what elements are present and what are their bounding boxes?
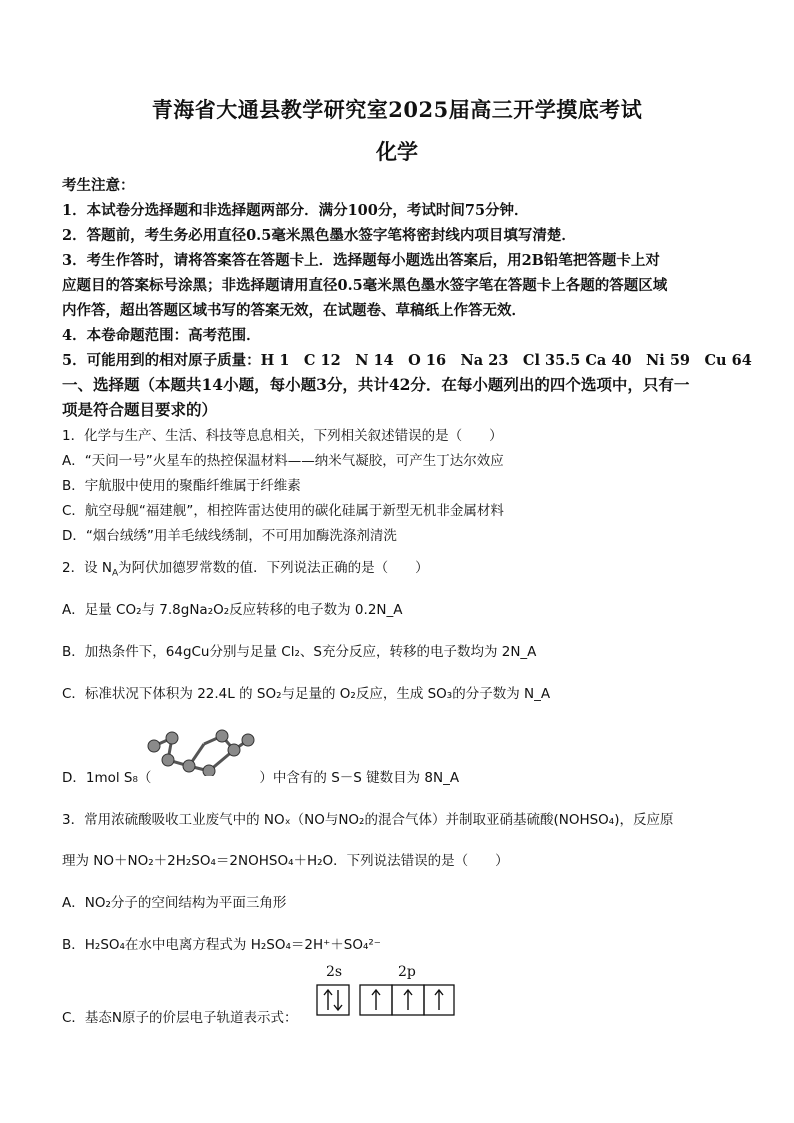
notice-item-5: 5．可能用到的相对原子质量：H 1 C 12 N 14 O 16 Na 23 Cl 35.5 Ca 40 Ni 59 Cu 64 <box>62 352 752 369</box>
q3-stem-2: 理为 NO＋NO₂＋2H₂SO₄＝2NOHSO₄＋H₂O．下列说法错误的是（ ） <box>62 853 509 869</box>
q2-option-d <box>62 766 459 786</box>
notice-item-4: 4．本卷命题范围：高考范围． <box>62 327 261 344</box>
subject-title: 化学 <box>376 139 418 164</box>
q2-stem-sub: A <box>111 568 119 579</box>
q2-option-b: B．加热条件下，64gCu分别与足量 Cl₂、S充分反应，转移的电子数均为 2N_A <box>62 644 537 660</box>
q1-option-c: C．航空母舰“福建舰”，相控阵雷达使用的碳化硅属于新型无机非金属材料 <box>62 503 504 519</box>
q1-option-b: B．宇航服中使用的聚酯纤维属于纤维素 <box>62 478 301 494</box>
q2-stem <box>62 556 429 579</box>
orbital-label-2p: 2p <box>398 964 416 980</box>
section-heading: 一、选择题（本题共14小题，每小题3分，共计42分．在每小题列出的四个选项中，只有一 <box>62 375 690 394</box>
q3-option-c: C．基态N原子的价层电子轨道表示式： <box>62 1010 298 1026</box>
notice-item-1: 1．本试卷分选择题和非选择题两部分．满分100分，考试时间75分钟． <box>62 202 529 219</box>
notice-item-2: 2．答题前，考生务必用直径0.5毫米黑色墨水签字笔将密封线内项目填写清楚． <box>62 227 576 244</box>
section-heading-cont: 项是符合题目要求的） <box>62 400 218 419</box>
notice-item-3-cont2: 内作答，超出答题区域书写的答案无效，在试题卷、草稿纸上作答无效． <box>62 302 526 319</box>
exam-title: 青海省大通县教学研究室2025届高三开学摸底考试 <box>151 97 643 122</box>
q2-option-a: A．足量 CO₂与 7.8gNa₂O₂反应转移的电子数为 0.2N_A <box>62 602 403 618</box>
q2-stem-a: 2．设 N <box>62 560 112 576</box>
orbital-label-2s: 2s <box>326 964 343 980</box>
notice-item-3-cont: 应题目的答案标号涂黑；非选择题请用直径0.5毫米黑色墨水签字笔在答题卡上各题的答题区域 <box>62 277 668 294</box>
q3-stem-1: 3．常用浓硫酸吸收工业废气中的 NOₓ（NO与NO₂的混合气体）并制取亚硝基硫酸(NOHSO₄)，反应原 <box>62 812 674 828</box>
q2-option-d-a: D．1mol S₈（ <box>62 770 152 786</box>
q1-option-a: A．“天问一号”火星车的热控保温材料——纳米气凝胶，可产生丁达尔效应 <box>62 453 504 469</box>
q2-option-c: C．标准状况下体积为 22.4L 的 SO₂与足量的 O₂反应，生成 SO₃的分子数为 N_A <box>62 686 551 702</box>
q1-stem: 1．化学与生产、生活、科技等息息相关，下列相关叙述错误的是（ ） <box>62 428 503 444</box>
q2-option-d-b: ）中含有的 S－S 键数目为 8N_A <box>259 770 460 786</box>
q3-option-a: A．NO₂分子的空间结构为平面三角形 <box>62 895 287 911</box>
orbital-diagram <box>316 984 456 1018</box>
notice-item-3: 3．考生作答时，请将答案答在答题卡上．选择题每小题选出答案后，用2B铅笔把答题卡上对 <box>62 252 660 269</box>
q2-stem-b: 为阿伏加德罗常数的值．下列说法正确的是（ ） <box>118 560 429 576</box>
q3-option-b: B．H₂SO₄在水中电离方程式为 H₂SO₄＝2H⁺＋SO₄²⁻ <box>62 937 381 953</box>
q1-option-d: D．“烟台绒绣”用羊毛绒线绣制，不可用加酶洗涤剂清洗 <box>62 528 397 544</box>
notice-heading: 考生注意： <box>62 177 135 194</box>
